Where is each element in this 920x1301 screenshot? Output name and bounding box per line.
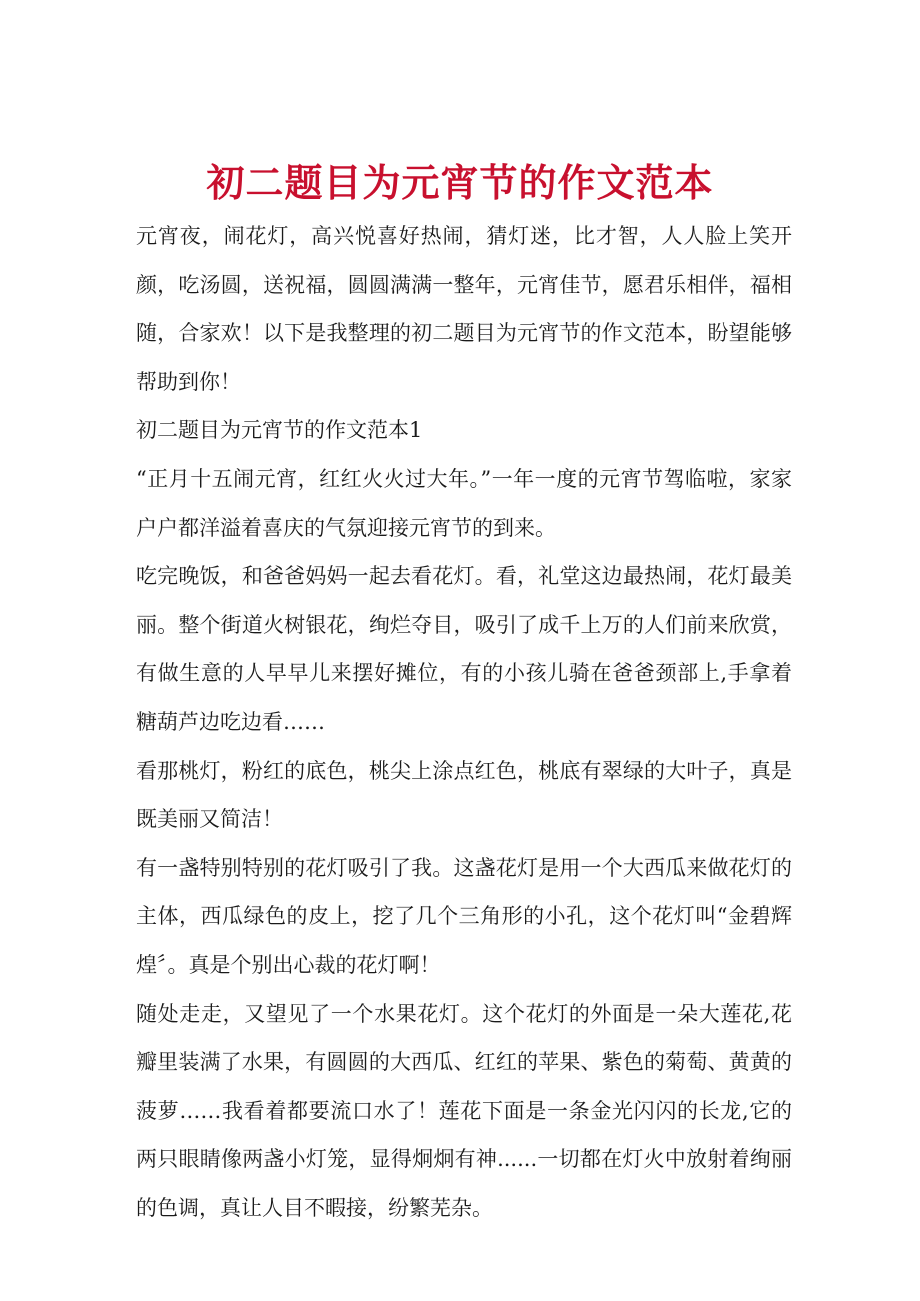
intro-paragraph: 元宵夜，闹花灯，高兴悦喜好热闹，猜灯迷，比才智，人人脸上笑开颜，吃汤圆，送祝福，圆圆满满一整年，元宵佳节，愿君乐相伴，福相随，合家欢！以下是我整理的初二题目为元宵节的作文范本，盼望能够帮助到你！ bbox=[136, 224, 792, 394]
document-title: 初二题目为元宵节的作文范本 bbox=[206, 160, 714, 206]
body-paragraph: 有一盏特别特别的花灯吸引了我。这盏花灯是用一个大西瓜来做花灯的主体，西瓜绿色的皮上，挖了几个三角形的小孔，这个花灯叫“金碧辉煌〞。真是个别出心裁的花灯啊！ bbox=[136, 855, 792, 977]
body-paragraph: 随处走走，又望见了一个水果花灯。这个花灯的外面是一朵大莲花,花瓣里装满了水果，有圆圆的大西瓜、红红的苹果、紫色的菊萄、黄黄的菠萝……我看着都要流口水了！莲花下面是一条金光闪闪的长龙,它的两只眼睛像两盏小灯笼，显得炯炯有神......一切都在灯火中放射着绚丽的色调，真让人目不暇接，纷繁芜杂。 bbox=[136, 1001, 792, 1220]
body-paragraph: 看那桃灯，粉红的底色，桃尖上涂点红色，桃底有翠绿的大叶子，真是既美丽又简洁！ bbox=[136, 758, 792, 832]
section-heading: 初二题目为元宵节的作文范本1 bbox=[136, 418, 423, 443]
body-paragraph: 吃完晚饭，和爸爸妈妈一起去看花灯。看，礼堂这边最热闹，花灯最美丽。整个街道火树银花，绚烂夺目，吸引了成千上万的人们前来欣赏，有做生意的人早早儿来摆好摊位，有的小孩儿骑在爸爸颈部上,手拿着糖葫芦边吃边看…… bbox=[136, 564, 792, 734]
document-body bbox=[136, 212, 792, 1232]
body-paragraph: “正月十五闹元宵，红红火火过大年。”一年一度的元宵节驾临啦，家家户户都洋溢着喜庆的气氛迎接元宵节的到来。 bbox=[136, 466, 792, 540]
